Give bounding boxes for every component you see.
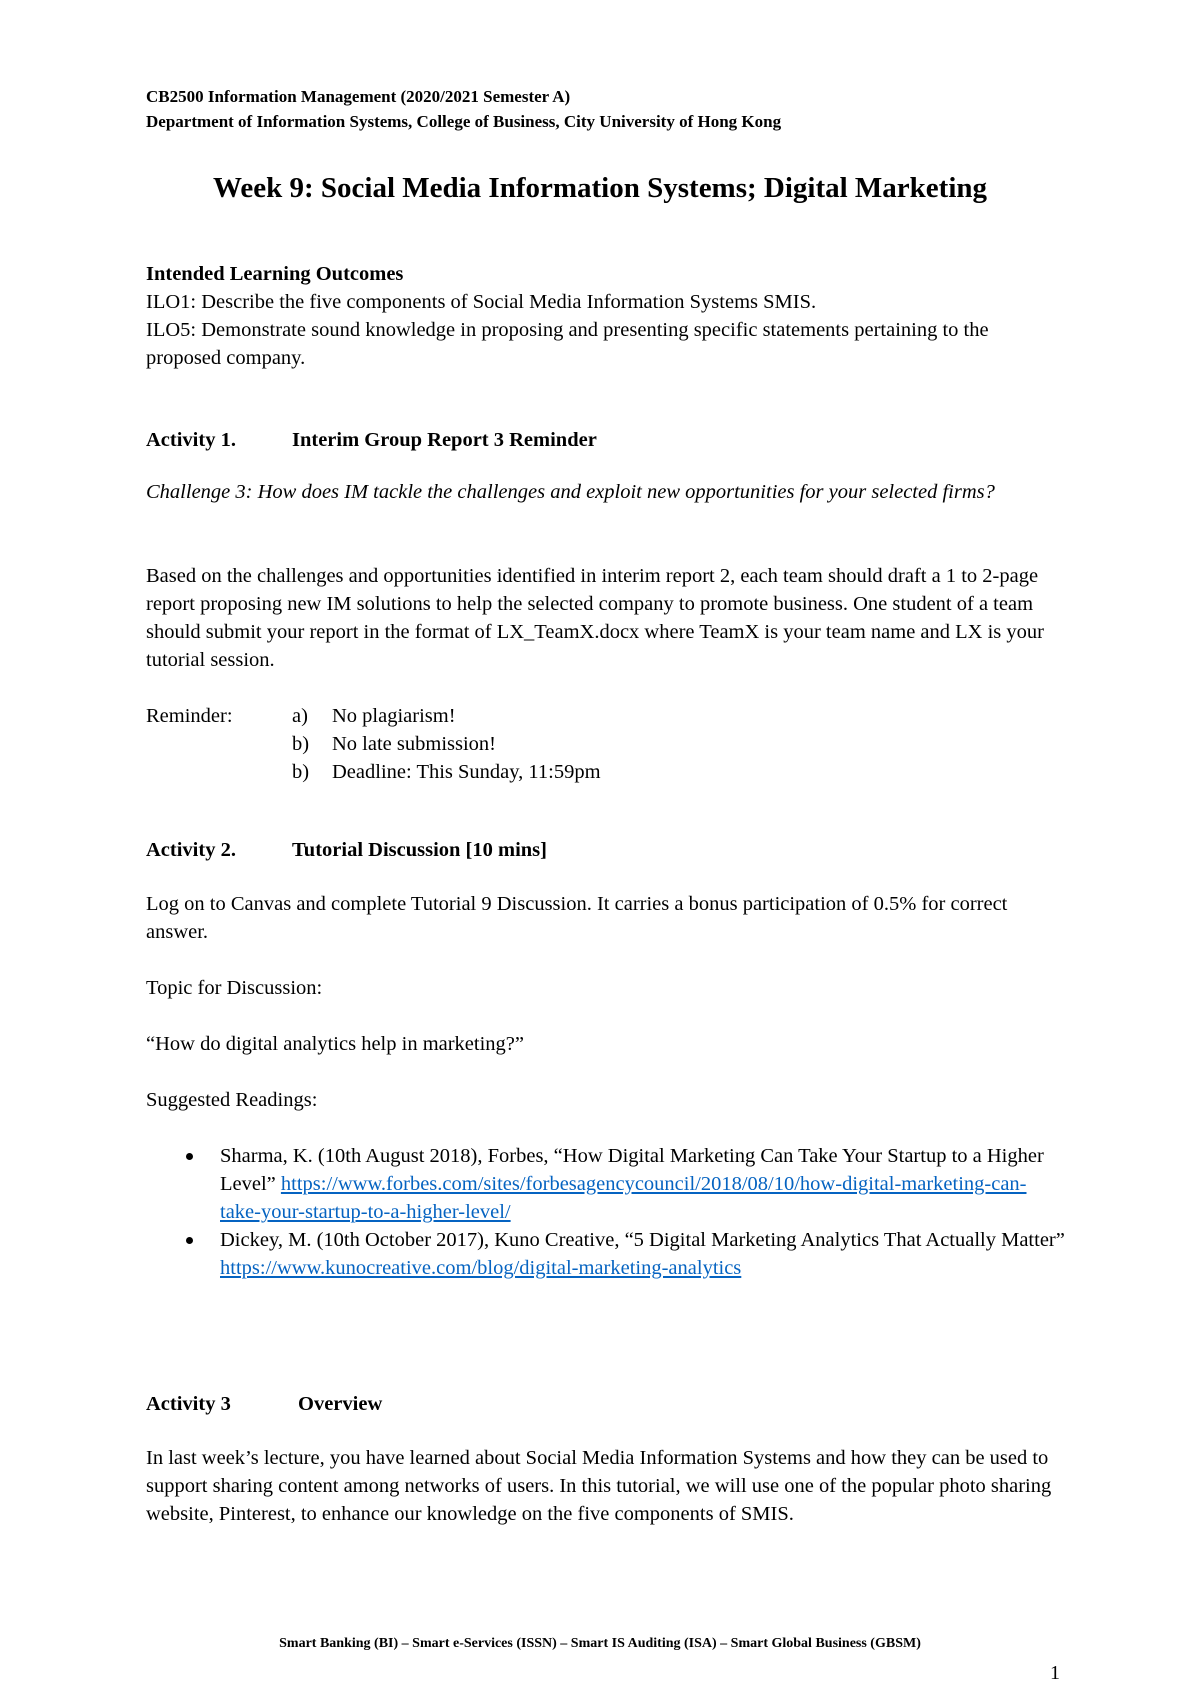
activity1-body: Based on the challenges and opportunities identified in interim report 2, each team should draft a 1 to 2-page report proposing new IM solutions to help the selected company to promote business. One student of a team should submit your report in the format of LX_TeamX.docx where TeamX is your team name and LX is your tutorial session. xyxy=(146,565,1044,671)
page-footer: Smart Banking (BI) – Smart e-Services (ISSN) – Smart IS Auditing (ISA) – Smart Global Business (GBSM) xyxy=(279,1636,921,1651)
reminder-text: No plagiarism! xyxy=(332,705,456,727)
course-title: CB2500 Information Management (2020/2021 Semester A) xyxy=(146,87,571,106)
list-item xyxy=(146,1142,1066,1226)
activity1-number: Activity 1. xyxy=(146,429,236,451)
list-item xyxy=(146,1226,1066,1282)
activity2-title: Tutorial Discussion [10 mins] xyxy=(292,839,547,861)
reminder-row xyxy=(146,730,1066,758)
reminder-letter: b) xyxy=(292,733,310,755)
department-line: Department of Information Systems, College of Business, City University of Hong Kong xyxy=(146,112,782,131)
reminder-row xyxy=(146,758,1066,786)
reading-citation: Dickey, M. (10th October 2017), Kuno Creative, “5 Digital Marketing Analytics That Actually Matter” xyxy=(220,1229,1065,1251)
page-title: Week 9: Social Media Information Systems; Digital Marketing xyxy=(212,172,988,204)
ilo-section xyxy=(146,260,1066,372)
readings-label: Suggested Readings: xyxy=(146,1089,318,1111)
reminder-row xyxy=(146,702,1066,730)
readings-list xyxy=(146,1142,1066,1282)
activity1-title: Interim Group Report 3 Reminder xyxy=(292,429,597,451)
reminder-letter: a) xyxy=(292,705,308,727)
reading-citation: Sharma, K. (10th August 2018), Forbes, “How Digital Marketing Can Take Your Startup to a Higher Level” xyxy=(220,1145,1044,1195)
activity2-heading xyxy=(146,836,1066,864)
reminder-list xyxy=(146,702,1066,786)
ilo5-text: ILO5: Demonstrate sound knowledge in proposing and presenting specific statements pertaining to the proposed company. xyxy=(146,319,989,369)
reading-link[interactable]: https://www.kunocreative.com/blog/digital-marketing-analytics xyxy=(220,1257,742,1279)
course-header xyxy=(146,84,1066,134)
activity2-number: Activity 2. xyxy=(146,839,236,861)
reading-link[interactable]: https://www.forbes.com/sites/forbesagencycouncil/2018/08/10/how-digital-marketing-can-take-your-startup-to-a-higher-level/ xyxy=(220,1173,1027,1223)
activity3-number: Activity 3 xyxy=(146,1393,231,1415)
page-number: 1 xyxy=(1050,1662,1060,1684)
ilo1-text: ILO1: Describe the five components of Social Media Information Systems SMIS. xyxy=(146,291,817,313)
activity1-heading xyxy=(146,426,1066,454)
bullet-icon xyxy=(186,1153,193,1160)
topic-label: Topic for Discussion: xyxy=(146,977,323,999)
discussion-topic: “How do digital analytics help in marketing?” xyxy=(146,1033,524,1055)
activity3-title: Overview xyxy=(298,1393,383,1415)
activity2-body: Log on to Canvas and complete Tutorial 9 Discussion. It carries a bonus participation of 0.5% for correct answer. xyxy=(146,893,1008,943)
challenge-text: Challenge 3: How does IM tackle the challenges and exploit new opportunities for your selected firms? xyxy=(146,481,995,503)
bullet-icon xyxy=(186,1237,193,1244)
reminder-text: Deadline: This Sunday, 11:59pm xyxy=(332,761,601,783)
activity3-body: In last week’s lecture, you have learned about Social Media Information Systems and how they can be used to support sharing content among networks of users. In this tutorial, we will use one of the popular photo sharing website, Pinterest, to enhance our knowledge on the five components of SMIS. xyxy=(146,1447,1052,1525)
activity3-heading xyxy=(146,1390,1066,1418)
ilo-heading: Intended Learning Outcomes xyxy=(146,263,404,285)
reminder-text: No late submission! xyxy=(332,733,496,755)
reminder-letter: b) xyxy=(292,761,310,783)
reminder-label: Reminder: xyxy=(146,705,233,727)
